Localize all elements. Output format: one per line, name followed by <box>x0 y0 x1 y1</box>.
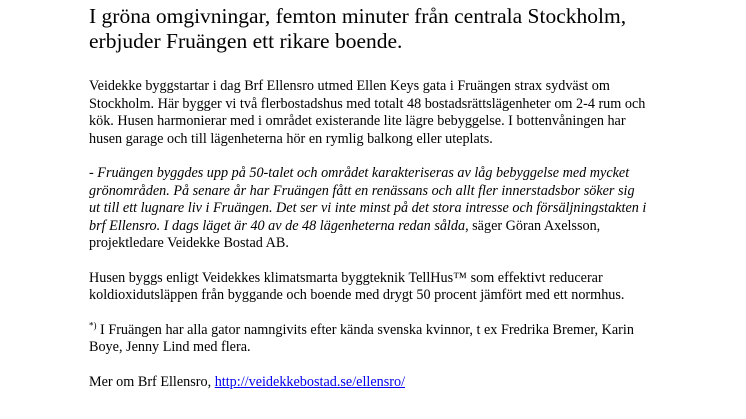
more-info-paragraph <box>89 374 649 392</box>
press-release-page <box>89 0 649 391</box>
quote-attribution: , säger Göran Axelsson, projektledare Veidekke Bostad AB. <box>89 217 601 251</box>
more-info-prefix: Mer om Brf Ellensro, <box>89 373 215 390</box>
footnote-mark: *) <box>89 319 97 330</box>
footnote-text: I Fruängen har alla gator namngivits efter kända svenska kvinnor, t ex Fredrika Bremer, Karin Boye, Jenny Lind med flera. <box>89 321 634 355</box>
headline-line-2: erbjuder Fruängen ett rikare boende. <box>89 29 403 53</box>
footnote-paragraph <box>89 319 649 357</box>
intro-paragraph: Veidekke byggstartar i dag Brf Ellensro utmed Ellen Keys gata i Fruängen strax sydväst om Stockholm. Här bygger vi två flerbostadshus med totalt 48 bostadsrättslägenheter om 2-4 rum och kök. Husen harmonierar med i området existerande lite lägre bebyggelse. I bottenvåningen har husen garage och till lägenheterna hör en rymlig balkong eller uteplats. <box>89 78 646 147</box>
ellensro-link[interactable]: http://veidekkebostad.se/ellensro/ <box>214 373 406 390</box>
headline <box>89 4 649 54</box>
quote-italic-text: - Fruängen byggdes upp på 50-talet och området karakteriseras av låg bebyggelse med mycket grönområden. På senare år har Fruängen fått en renässans och allt fler innerstadsbor söker sig ut till ett lugnare liv i Fruängen. Det ser vi inte minst på det stora intresse och försäljningstakten i brf Ellensro. I dags läget är 40 av de 48 lägenheterna redan sålda <box>89 165 647 234</box>
tellhus-paragraph: Husen byggs enligt Veidekkes klimatsmarta byggteknik TellHus™ som effektivt reducerar koldioxidutsläppen från byggande och boende med drygt 50 procent jämfört med ett normhus. <box>89 269 625 303</box>
headline-line-1: I gröna omgivningar, femton minuter från centrala Stockholm, <box>89 4 627 28</box>
quote-paragraph <box>89 165 649 253</box>
